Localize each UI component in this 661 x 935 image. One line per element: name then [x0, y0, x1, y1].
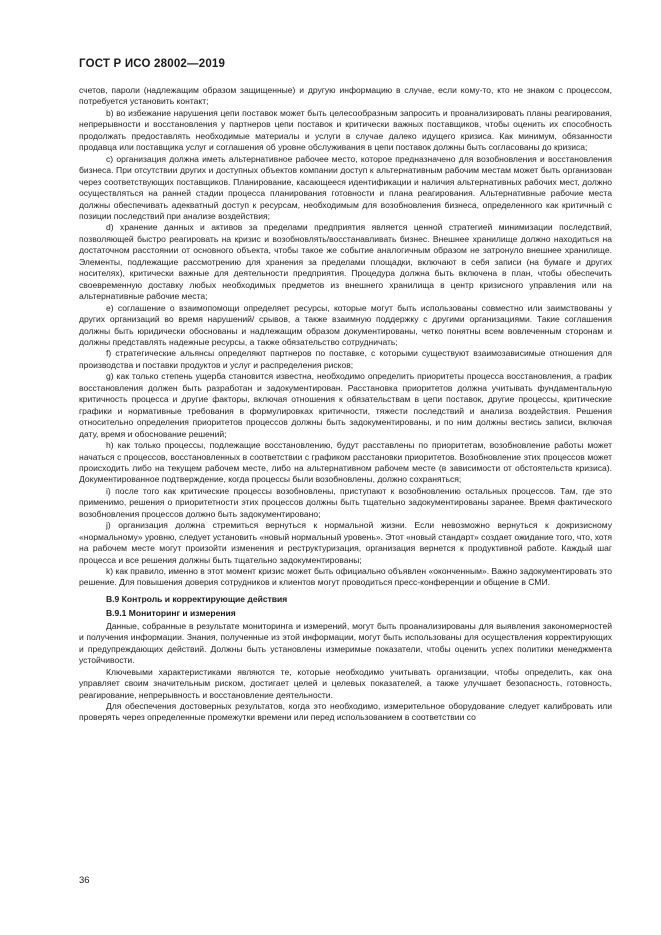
section-paragraph: Для обеспечения достоверных результатов, когда это необходимо, измерительное оборудование следует калибровать или проверять через определенные промежутки времени или перед использованием в соответствии со: [79, 701, 612, 723]
paragraph-continuation: счетов, пароли (надлежащим образом защищенные) и другую информацию в случае, если кому-то, кто не знаком с процессом, потребуется установить контакт;: [79, 85, 612, 107]
list-item-g: g) как только степень ущерба становится известна, необходимо определить приоритеты процесса восстановления, а график восстановления должен быть разработан и задокументирован. Расстановка приоритетов должна учитывать фундаментальную критичность процесса и другие факторы, включая отношения к обязательствам в цепи поставок, другие процессы, критические графики и нормативные требования в формулировках критичности, тяжести последствий и анализа воздействия. Решения относительно определения приоритетов процессов должны быть задокументированы, и по ним должны вестись записи, включая дату, время и обоснование решений;: [79, 371, 612, 439]
list-item-j: j) организация должна стремиться вернуться к нормальной жизни. Если невозможно вернуться к докризисному «нормальному» уровню, следует установить «новый нормальный уровень». Этот «новый стандарт» создает ожидание того, что, хотя на рабочем месте могут произойти изменения и реструктуризация, организация вернется к продуктивной работе. Каждый шаг процесса и все решения должны быть тщательно задокументированы;: [79, 520, 612, 565]
document-header: ГОСТ Р ИСО 28002—2019: [79, 58, 226, 70]
list-item-f: f) стратегические альянсы определяют партнеров по поставке, с которыми существуют взаимозависимые отношения для производства и поставки продуктов и услуг и распределения рисков;: [79, 348, 612, 370]
list-item-e: e) соглашение о взаимопомощи определяет ресурсы, которые могут быть использованы совместно или заимствованы у других организаций во время нарушений/ срывов, а также взаимную поддержку с другими организациями. Такие соглашения должны быть юридически обоснованы и надлежащим образом документированы, четко понятны всем вовлеченным сторонам и должны представлять надежные ресурсы, а также обязательство сотрудничать;: [79, 302, 612, 347]
list-item-h: h) как только процессы, подлежащие восстановлению, будут расставлены по приоритетам, возобновление работы может начаться с процессов, восстановленных в соответствии с графиком расстановки приоритетов. Возобновление этих процессов может происходить либо на текущем рабочем месте, либо на альтернативном рабочем месте (в зависимости от обстоятельств кризиса). Документированное подтверждение, когда процессы были возобновлены, должно сохраняться;: [79, 440, 612, 485]
list-item-k: k) как правило, именно в этот момент кризис может быть официально объявлен «оконченным». Важно задокументировать это решение. Для повышения доверия сотрудников и клиентов могут проводиться пресс-конференции и общение в СМИ.: [79, 566, 612, 588]
page-number: 36: [79, 875, 90, 886]
list-item-b: b) во избежание нарушения цепи поставок может быть целесообразным запросить и проанализировать планы реагирования, непрерывности и восстановления у партнеров цепи поставок и критически важных поставщиков, чтобы оценить их способность продолжать предоставлять необходимые материалы и услуги в случае далеко идущего кризиса. Как минимум, обязанности продавца или поставщика услуг и соглашения об уровне обслуживания в цепи поставок должны быть согласованы до кризиса;: [79, 107, 612, 153]
subsection-heading: В.9.1 Мониторинг и измерения: [106, 608, 236, 619]
document-body: [79, 85, 612, 724]
list-item-d: d) хранение данных и активов за пределами предприятия является ценной стратегией минимизации последствий, позволяющей быстро реагировать на кризис и возобновлять/восстанавливать бизнес. Внешнее хранилище должно находиться на достаточном расстоянии от основного объекта, чтобы такое же событие аналогичным образом не затронуло внешнее хранилище. Элементы, подлежащие рассмотрению для хранения за пределами площадки, включают в себя записи (на бумаге и других носителях), критически важные для деятельности предприятия. Процедура должна быть включена в план, чтобы обеспечить своевременную доставку любых необходимых предметов из внешнего хранилища в центр кризисного управления или на альтернативные рабочие места;: [79, 222, 612, 302]
section-heading: В.9 Контроль и корректирующие действия: [106, 593, 288, 604]
list-item-i: i) после того как критические процессы возобновлены, приступают к возобновлению остальных процессов. Там, где это применимо, решения о приоритетности этих процессов должны быть тщательно задокументированы заранее. Время фактического возобновления процессов должно быть задокументировано;: [79, 485, 612, 519]
section-paragraph: Данные, собранные в результате мониторинга и измерений, могут быть проанализированы для выявления закономерностей и получения информации. Знания, полученные из этой информации, могут быть использованы для осуществления корректирующих и предупреждающих действий. Должны быть установлены измеримые показатели, чтобы оценить успех политики менеджмента устойчивости.: [79, 620, 612, 666]
list-item-c: c) организация должна иметь альтернативное рабочее место, которое предназначено для возобновления и восстановления бизнеса. При отсутствии других и доступных объектов компании доступ к альтернативным рабочим местам может быть организован через соответствующих поставщиков. Планирование, касающееся идентификации и наличия альтернативных рабочих мест, должно осуществляться на ранней стадии процесса планирования готовности и плана реагирования. Альтернативные рабочие места должны обеспечивать адекватный доступ к ресурсам, необходимым для возобновления бизнеса, определенного как критичный с позиции последствий при анализе воздействия;: [79, 153, 612, 221]
section-paragraph: Ключевыми характеристиками являются те, которые необходимо учитывать организации, чтобы определить, как она управляет своим значительным риском, достигает целей и целевых показателей, а также улучшает безопасность, готовность, реагирование, непрерывность и восстановление деятельности.: [79, 666, 612, 700]
